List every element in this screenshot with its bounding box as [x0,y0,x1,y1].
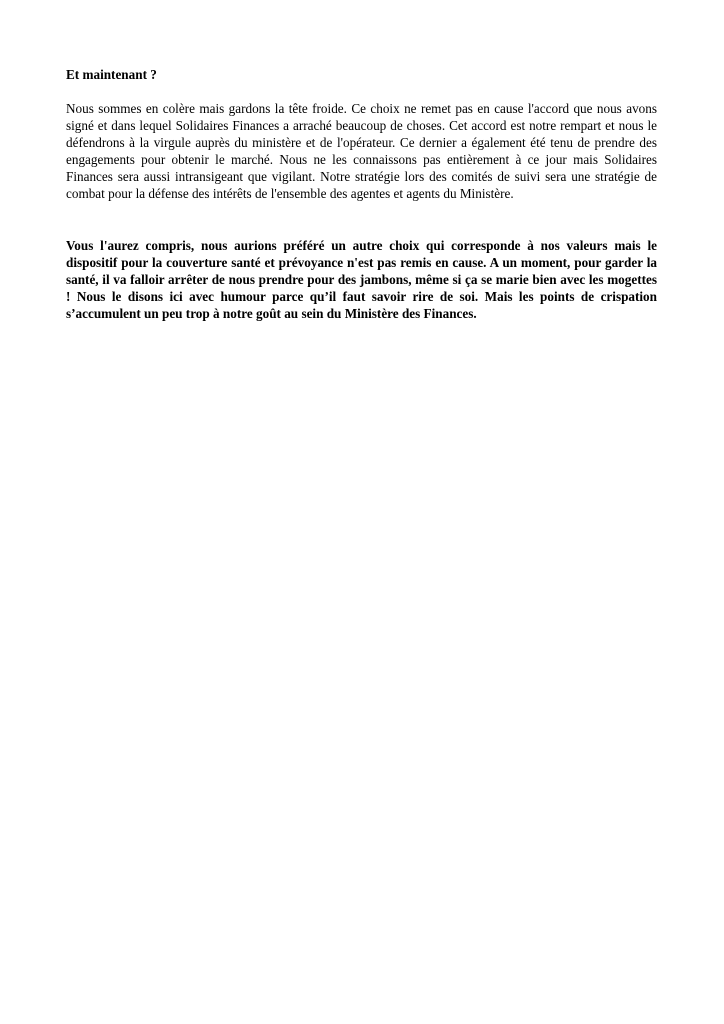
section-heading: Et maintenant ? [66,67,157,82]
paragraph-conclusion: Vous l'aurez compris, nous aurions préféré un autre choix qui corresponde à nos valeurs mais le dispositif pour la couverture santé et prévoyance n'est pas remis en cause. A un moment, pour garder la santé, il va falloir arrêter de nous prendre pour des jambons, même si ça se marie bien avec les mogettes ! Nous le disons ici avec humour parce qu’il faut savoir rire de soi. Mais les points de crispation s’accumulent un peu trop à notre goût au sein du Ministère des Finances. [66,238,657,321]
document-page [66,66,657,322]
paragraph-anger: Nous sommes en colère mais gardons la tête froide. Ce choix ne remet pas en cause l'accord que nous avons signé et dans lequel Solidaires Finances a arraché beaucoup de choses. Cet accord est notre rempart et nous le défendrons à la virgule auprès du ministère et de l'opérateur. Ce dernier a également été tenu de prendre des engagements pour obtenir le marché. Nous ne les connaissons pas entièrement à ce jour mais Solidaires Finances sera aussi intransigeant que vigilant. Notre stratégie lors des comités de suivi sera une stratégie de combat pour la défense des intérêts de l'ensemble des agentes et agents du Ministère. [66,101,657,201]
